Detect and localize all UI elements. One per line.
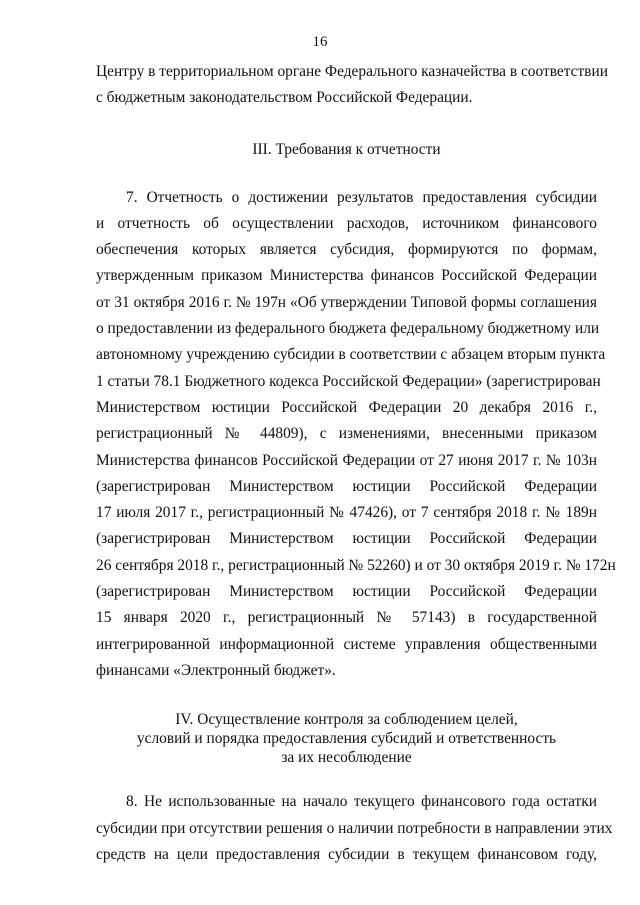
text-line: утвержденным приказом Министерства финансов Российской Федерации: [96, 267, 597, 285]
text-line: финансами «Электронный бюджет».: [96, 661, 336, 679]
text-line: Министерства финансов Российской Федерации от 27 июня 2017 г. № 103н: [96, 451, 597, 469]
text-line: (зарегистрирован Министерством юстиции Российской Федерации: [96, 583, 597, 601]
text-line: (зарегистрирован Министерством юстиции Российской Федерации: [96, 477, 597, 495]
text-line: 15 января 2020 г., регистрационный № 57143) в государственной: [96, 609, 597, 627]
text-line: интегрированной информационной системе управления общественными: [96, 635, 597, 653]
text-line: средств на цели предоставления субсидии в текущем финансовом году,: [96, 845, 597, 863]
text-line: 17 июля 2017 г., регистрационный № 47426), от 7 сентября 2018 г. № 189н: [96, 504, 597, 522]
text-line: Министерством юстиции Российской Федерации 20 декабря 2016 г.,: [96, 398, 597, 416]
paragraph-8: [96, 789, 613, 868]
heading-line: условий и порядка предоставления субсидий и ответственность: [136, 730, 557, 748]
heading-line: за их несоблюдение: [281, 749, 412, 767]
page-number: 16: [312, 34, 328, 50]
text-line: и отчетность об осуществлении расходов, источником финансового: [96, 214, 597, 232]
text-line: о предоставлении из федерального бюджета федеральному бюджетному или: [96, 320, 600, 338]
text-line: (зарегистрирован Министерством юстиции Российской Федерации: [96, 530, 597, 548]
intro-paragraph: [96, 59, 608, 112]
text-line: 26 сентября 2018 г., регистрационный № 52260) и от 30 октября 2019 г. № 172н: [96, 556, 616, 574]
text-line: 7. Отчетность о достижении результатов предоставления субсидии: [126, 188, 597, 206]
text-line: 8. Не использованные на начало текущего финансового года остатки: [126, 793, 597, 811]
section-heading-4: [96, 710, 597, 767]
heading-line: IV. Осуществление контроля за соблюдением целей,: [175, 711, 518, 729]
text-line: субсидии при отсутствии решения о наличии потребности в направлении этих: [96, 819, 613, 837]
text-line: автономному учреждению субсидии в соответствии с абзацем вторым пункта: [96, 346, 606, 364]
text-line: с бюджетным законодательством Российской Федерации.: [96, 89, 473, 107]
text-line: Центру в территориальном органе Федерального казначейства в соответствии: [96, 63, 608, 80]
text-line: 1 статьи 78.1 Бюджетного кодекса Российской Федерации» (зарегистрирован: [96, 372, 601, 390]
section-heading-3: III. Требования к отчетности: [252, 140, 441, 158]
text-line: от 31 октября 2016 г. № 197н «Об утверждении Типовой формы соглашения: [96, 293, 597, 311]
paragraph-7: [96, 185, 616, 685]
document-body: [96, 59, 616, 868]
text-line: регистрационный № 44809), с изменениями, внесенными приказом: [96, 425, 597, 443]
text-line: обеспечения которых является субсидия, формируются по формам,: [96, 241, 597, 259]
